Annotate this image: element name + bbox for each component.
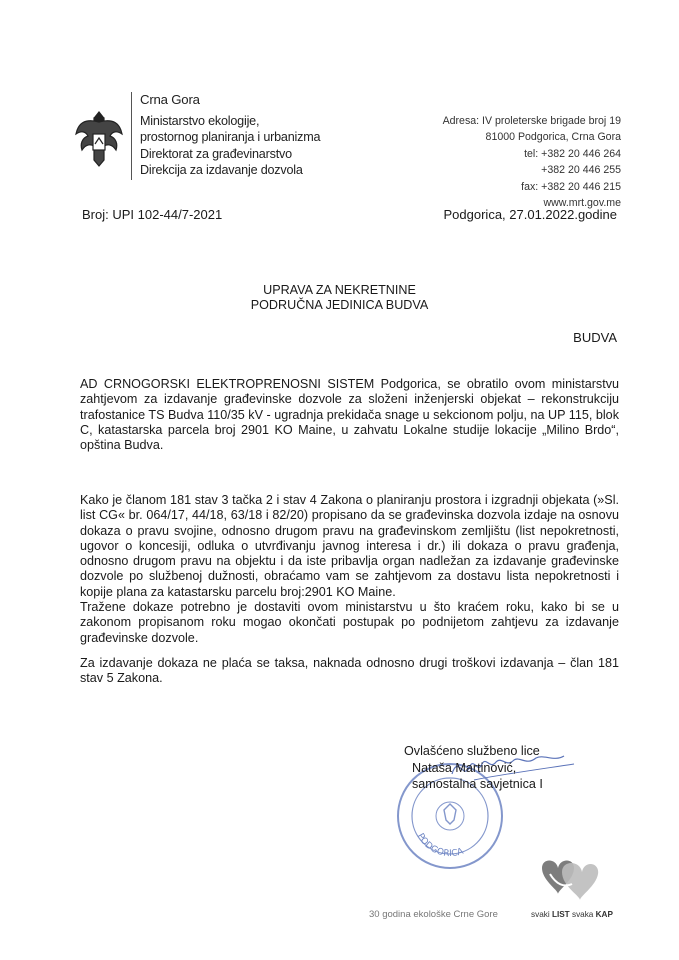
footer-slogan: 30 godina ekološke Crne Gore bbox=[369, 909, 498, 920]
footer-motto-word: LIST bbox=[551, 910, 570, 919]
body-paragraph: Kako je članom 181 stav 3 tačka 2 i stav 4 Zakona o planiranju prostora i izgradnji objekata (»Sl. list CG« br. 064/17, 44/18, 63/18 i 82/20) propisano da se građevinska dozvola izdaje na osnovu dokaza o pravu svojine, odnosno drugom pravu na građevinskom zemljištu (list nepokretnosti, ugovor o koncesiji, odluka o utvrđivanju javnog interesa i dr.) ili dokaza o pravu građenja, odnosno drugom pravu na objektu i da iste pribavlja organ nadležan za izdavanje građevinske dozvole po službenoj dužnosti, obraćamo vam se zahtjevom za dostavu lista nepokretnosti i kopije plana za katastarsku parcelu broj:2901 KO Maine. bbox=[80, 493, 619, 599]
document-date: Podgorica, 27.01.2022.godine bbox=[443, 207, 617, 222]
contact-city: 81000 Podgorica, Crna Gora bbox=[485, 131, 621, 144]
body-paragraph: Za izdavanje dokaza ne plaća se taksa, naknada odnosno drugi troškovi izdavanja – član 181 stav 5 Zakona. bbox=[80, 656, 619, 686]
footer-motto-word: svaki bbox=[531, 910, 550, 919]
contact-fax: fax: +382 20 446 215 bbox=[521, 180, 621, 193]
institution-line: Ministarstvo ekologije, bbox=[140, 114, 260, 129]
body-paragraph: AD CRNOGORSKI ELEKTROPRENOSNI SISTEM Podgorica, se obratilo ovom ministarstvu zahtjevom za izdavanje građevinske dozvole za složeni inženjerski objekat – rekonstrukciju trafostanice TS Budva 110/35 kV - ugradnja prekidača snage u sekcionom polju, na UP 115, blok C, katastarska parcela broj 2901 KO Maine, u zahvatu Lokalne studije lokacije „Milino Brdo“, opština Budva. bbox=[80, 377, 619, 453]
footer-motto-word: KAP bbox=[595, 910, 613, 919]
signatory-block bbox=[412, 760, 543, 792]
signatory-role: samostalna savjetnica I bbox=[412, 777, 543, 791]
institution-line: Direkcija za izdavanje dozvola bbox=[140, 162, 303, 177]
institution-block bbox=[140, 92, 320, 178]
contact-phone: tel: +382 20 446 264 bbox=[524, 147, 621, 160]
contact-block bbox=[443, 113, 621, 211]
signatory-name: Nataša Martinović, bbox=[412, 761, 517, 775]
contact-phone-2: +382 20 446 255 bbox=[541, 164, 621, 177]
coat-of-arms-icon bbox=[74, 110, 124, 168]
contact-website: www.mrt.gov.me bbox=[543, 197, 621, 210]
country-name: Crna Gora bbox=[140, 92, 200, 107]
footer-motto-word: svaka bbox=[571, 910, 594, 919]
hearts-logo-icon bbox=[532, 854, 600, 904]
reference-number: Broj: UPI 102-44/7-2021 bbox=[82, 207, 223, 222]
header-divider bbox=[131, 92, 132, 180]
contact-address: Adresa: IV proleterske brigade broj 19 bbox=[442, 115, 621, 127]
recipient-city: BUDVA bbox=[573, 330, 617, 345]
body-paragraph: Tražene dokaze potrebno je dostaviti ovom ministarstvu u što kraćem roku, kako bi se u zakonom propisanom roku mogao okončati postupak po podnijetom zahtjevu za izdavanje građevinske dozvole. bbox=[80, 600, 619, 645]
footer-motto bbox=[531, 910, 613, 919]
recipient-line: UPRAVA ZA NEKRETNINE bbox=[263, 283, 416, 297]
recipient-address bbox=[0, 283, 679, 314]
signatory-title: Ovlašćeno službeno lice bbox=[404, 744, 540, 758]
institution-line: prostornog planiranja i urbanizma bbox=[140, 130, 321, 145]
recipient-line: PODRUČNA JEDINICA BUDVA bbox=[250, 298, 429, 313]
stamp-text: PODGORICA bbox=[414, 831, 465, 860]
institution-line: Direktorat za građevinarstvo bbox=[140, 146, 292, 161]
